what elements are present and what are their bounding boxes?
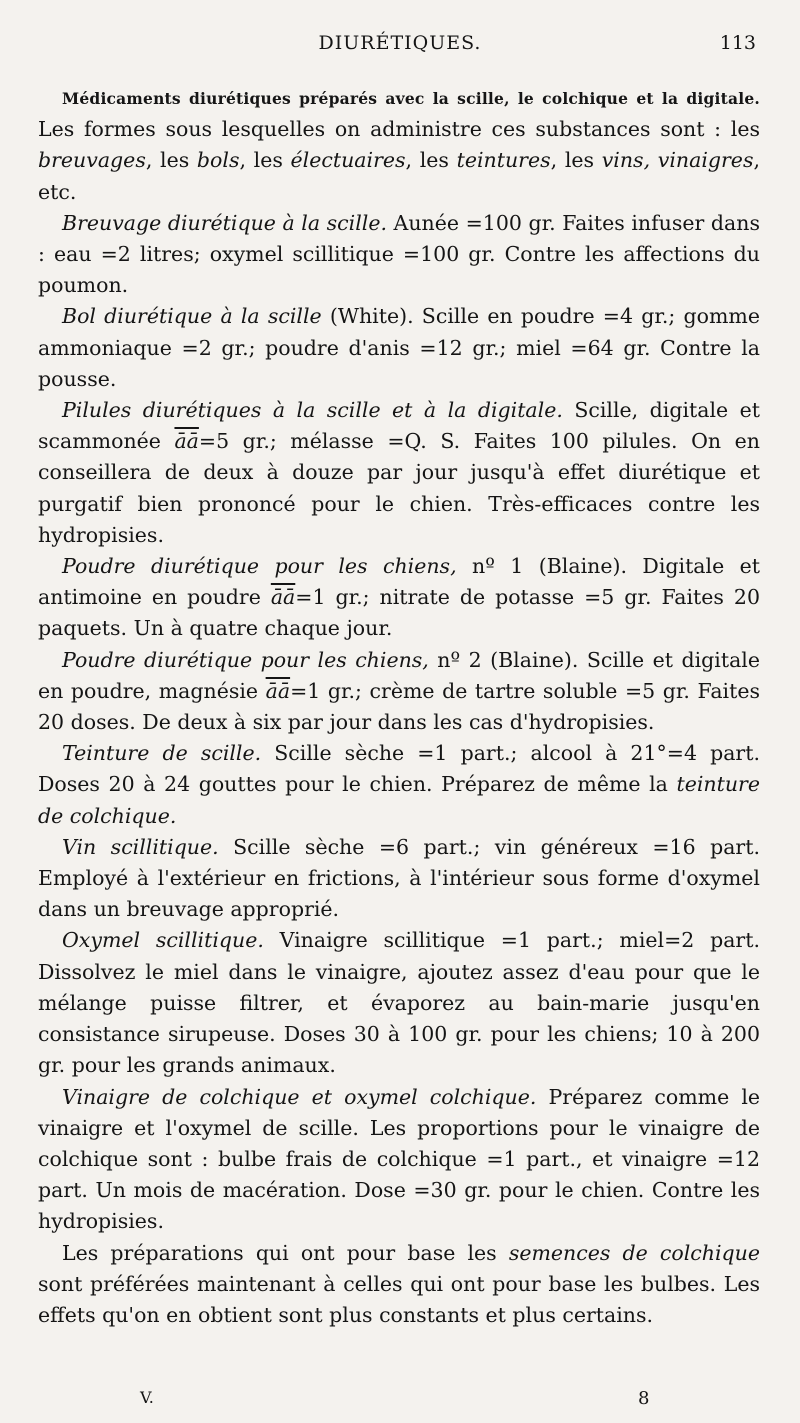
recipe-title: Pilules diurétiques à la scille et à la digitale.	[62, 398, 563, 423]
recipe-title: Oxymel scillitique.	[62, 928, 264, 953]
section-lead: Médicaments diurétiques préparés avec la scille, le colchique et la digitale.	[62, 89, 760, 108]
recipe-text: Scille sèche =6 part.; vin généreux =16 part. Employé à l'extérieur en frictions, à l'intérieur sous forme d'oxymel dans un breuvage approprié.	[38, 834, 760, 922]
recipe-title: Vinaigre de colchique et oxymel colchique.	[62, 1084, 537, 1109]
recipe-paragraph	[38, 395, 760, 551]
recipe-text: Vinaigre scillitique =1 part.; miel=2 part. Dissolvez le miel dans le vinaigre, ajoutez assez d'eau pour que le mélange puisse filtrer, et évaporez au bain-marie jusqu'en consistance sirupeuse. Doses 30 à 100 gr. pour les chiens; 10 à 200 gr. pour les grands animaux.	[38, 928, 760, 1078]
recipe-paragraph	[38, 738, 760, 832]
separator: , les	[405, 148, 457, 173]
recipe-text: =1 gr.; crème de tartre soluble =5 gr. Faites 20 doses. De deux à six par jour dans les cas d'hydropisies.	[38, 678, 760, 735]
paragraph-intro	[38, 82, 760, 208]
running-title: DIURÉTIQUES.	[318, 32, 482, 54]
recipe-text: Préparez comme le vinaigre et l'oxymel de scille. Les proportions pour le vinaigre de colchique sont : bulbe frais de colchique =1 part., et vinaigre =12 part. Un mois de macération. Dose =30 gr. pour le chien. Contre les hydropisies.	[38, 1084, 761, 1234]
separator: , les	[145, 148, 197, 173]
recipe-paragraph	[38, 1082, 760, 1238]
form-term: électuaires	[290, 148, 406, 173]
recipe-title: Teinture de scille.	[62, 741, 262, 766]
ana-abbreviation: $\overline{āā}$	[174, 429, 199, 454]
recipe-paragraph	[38, 551, 760, 645]
paragraph-text: , etc.	[38, 148, 760, 204]
recipe-text: Scille, digitale et scammonée	[38, 398, 760, 454]
paragraph-text: Les préparations qui ont pour base les	[62, 1240, 509, 1265]
recipe-text: Scille sèche =1 part.; alcool à 21°=4 part. Doses 20 à 24 gouttes pour le chien. Préparez de même la	[38, 741, 760, 797]
separator: , les	[239, 148, 291, 173]
recipe-paragraph	[38, 832, 760, 926]
form-term: teintures	[456, 148, 551, 173]
recipe-paragraph	[38, 301, 760, 395]
page-footer	[140, 1388, 660, 1412]
recipe-paragraph	[38, 645, 760, 739]
sheet-number: 8	[638, 1388, 650, 1409]
recipe-title: Vin scillitique.	[62, 834, 219, 859]
recipe-text: =5 gr.; mélasse =Q. S. Faites 100 pilules. On en conseillera de deux à douze par jour jusqu'à effet diurétique et purgatif bien prononcé pour le chien. Très-efficaces contre les hydropisies.	[38, 429, 760, 547]
ana-abbreviation: $\overline{āā}$	[265, 678, 291, 703]
recipe-paragraph	[38, 208, 760, 302]
recipe-italic-tail: teinture de colchique.	[38, 772, 760, 828]
separator: , les	[550, 148, 602, 173]
recipe-paragraph	[38, 925, 760, 1081]
emphasized-term: semences de colchique	[508, 1240, 760, 1265]
recipe-text: (White). Scille en poudre =4 gr.; gomme ammoniaque =2 gr.; poudre d'anis =12 gr.; miel =64 gr. Contre la pousse.	[38, 304, 761, 391]
recipe-title: Poudre diurétique pour les chiens,	[62, 647, 429, 672]
recipe-text: nº 1 (Blaine). Digitale et antimoine en poudre	[38, 554, 761, 610]
page-header	[40, 32, 760, 62]
paragraph-text: sont préférées maintenant à celles qui ont pour base les bulbes. Les effets qu'on en obtient sont plus constants et plus certains.	[38, 1271, 760, 1327]
closing-paragraph	[38, 1238, 760, 1332]
page-number: 113	[719, 32, 756, 54]
recipe-text: Aunée =100 gr. Faites infuser dans : eau =2 litres; oxymel scillitique =100 gr. Contre les affections du poumon.	[38, 210, 760, 298]
recipe-title: Breuvage diurétique à la scille.	[62, 210, 387, 235]
ana-abbreviation: $\overline{āā}$	[270, 585, 296, 610]
recipe-title: Poudre diurétique pour les chiens,	[62, 554, 457, 579]
printer-signature: V.	[140, 1388, 154, 1407]
recipe-text: =1 gr.; nitrate de potasse =5 gr. Faites 20 paquets. Un à quatre chaque jour.	[38, 585, 760, 641]
recipe-text: nº 2 (Blaine). Scille et digitale en poudre, magnésie	[38, 647, 760, 703]
body-text	[38, 82, 760, 1331]
recipe-title: Bol diurétique à la scille	[62, 304, 322, 329]
paragraph-text: Les formes sous lesquelles on administre ces substances sont : les	[38, 117, 760, 142]
form-term: bols	[196, 148, 240, 173]
form-term: breuvages	[38, 148, 146, 173]
form-term: vins, vinaigres	[601, 148, 754, 173]
